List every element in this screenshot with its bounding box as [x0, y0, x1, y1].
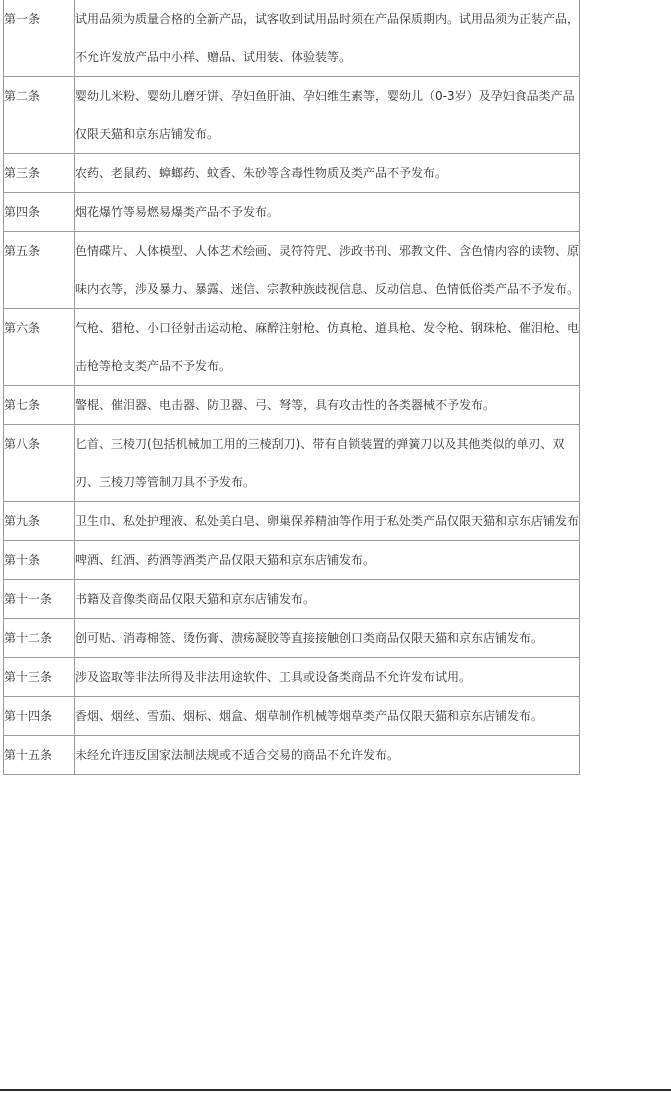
rule-number: 第十一条 [4, 580, 75, 619]
table-row [4, 541, 580, 580]
table-row [4, 697, 580, 736]
rule-number: 第十三条 [4, 658, 75, 697]
rule-number: 第五条 [4, 232, 75, 309]
rule-text: 婴幼儿米粉、婴幼儿磨牙饼、孕妇鱼肝油、孕妇维生素等，婴幼儿（0-3岁）及孕妇食品类产品仅限天猫和京东店铺发布。 [75, 77, 580, 154]
rule-number: 第六条 [4, 309, 75, 386]
rule-number: 第四条 [4, 193, 75, 232]
table-row [4, 193, 580, 232]
rule-number: 第十四条 [4, 697, 75, 736]
table-row [4, 425, 580, 502]
rule-number: 第三条 [4, 154, 75, 193]
rules-table [3, 0, 580, 775]
table-row [4, 736, 580, 775]
rule-text: 未经允许违反国家法制法规或不适合交易的商品不允许发布。 [75, 736, 580, 775]
table-row [4, 232, 580, 309]
rule-text: 书籍及音像类商品仅限天猫和京东店铺发布。 [75, 580, 580, 619]
table-row [4, 77, 580, 154]
rule-text: 匕首、三棱刀(包括机械加工用的三棱刮刀)、带有自锁装置的弹簧刀以及其他类似的单刃、双刃、三棱刀等管制刀具不予发布。 [75, 425, 580, 502]
rule-text: 农药、老鼠药、蟑螂药、蚊香、朱砂等含毒性物质及类产品不予发布。 [75, 154, 580, 193]
table-row [4, 658, 580, 697]
rule-text: 试用品须为质量合格的全新产品，试客收到试用品时须在产品保质期内。试用品须为正装产品，不允许发放产品中小样、赠品、试用装、体验装等。 [75, 0, 580, 77]
rule-text: 色情碟片、人体模型、人体艺术绘画、灵符符咒、涉政书刊、邪教文件、含色情内容的读物、原味内衣等，涉及暴力、暴露、迷信、宗教种族歧视信息、反动信息、色情低俗类产品不予发布。 [75, 232, 580, 309]
rule-text: 香烟、烟丝、雪茄、烟标、烟盒、烟草制作机械等烟草类产品仅限天猫和京东店铺发布。 [75, 697, 580, 736]
rule-number: 第八条 [4, 425, 75, 502]
rule-text: 创可贴、消毒棉签、烫伤膏、溃疡凝胶等直接接触创口类商品仅限天猫和京东店铺发布。 [75, 619, 580, 658]
rule-number: 第一条 [4, 0, 75, 77]
rule-number: 第十条 [4, 541, 75, 580]
rule-text: 警棍、催泪器、电击器、防卫器、弓、弩等，具有攻击性的各类器械不予发布。 [75, 386, 580, 425]
table-row [4, 580, 580, 619]
table-row [4, 619, 580, 658]
bottom-divider [0, 1089, 671, 1091]
rules-table-body [4, 0, 580, 775]
rule-number: 第七条 [4, 386, 75, 425]
table-row [4, 0, 580, 77]
rule-text: 烟花爆竹等易燃易爆类产品不予发布。 [75, 193, 580, 232]
table-row [4, 154, 580, 193]
rule-number: 第二条 [4, 77, 75, 154]
rule-number: 第九条 [4, 502, 75, 541]
table-row [4, 386, 580, 425]
rule-text: 啤酒、红酒、药酒等酒类产品仅限天猫和京东店铺发布。 [75, 541, 580, 580]
rule-text: 卫生巾、私处护理液、私处美白皂、卵巢保养精油等作用于私处类产品仅限天猫和京东店铺发布 [75, 502, 580, 541]
rule-text: 涉及盗取等非法所得及非法用途软件、工具或设备类商品不允许发布试用。 [75, 658, 580, 697]
table-row [4, 502, 580, 541]
rule-text: 气枪、猎枪、小口径射击运动枪、麻醉注射枪、仿真枪、道具枪、发令枪、钢珠枪、催泪枪、电击枪等枪支类产品不予发布。 [75, 309, 580, 386]
table-row [4, 309, 580, 386]
rule-number: 第十五条 [4, 736, 75, 775]
rule-number: 第十二条 [4, 619, 75, 658]
